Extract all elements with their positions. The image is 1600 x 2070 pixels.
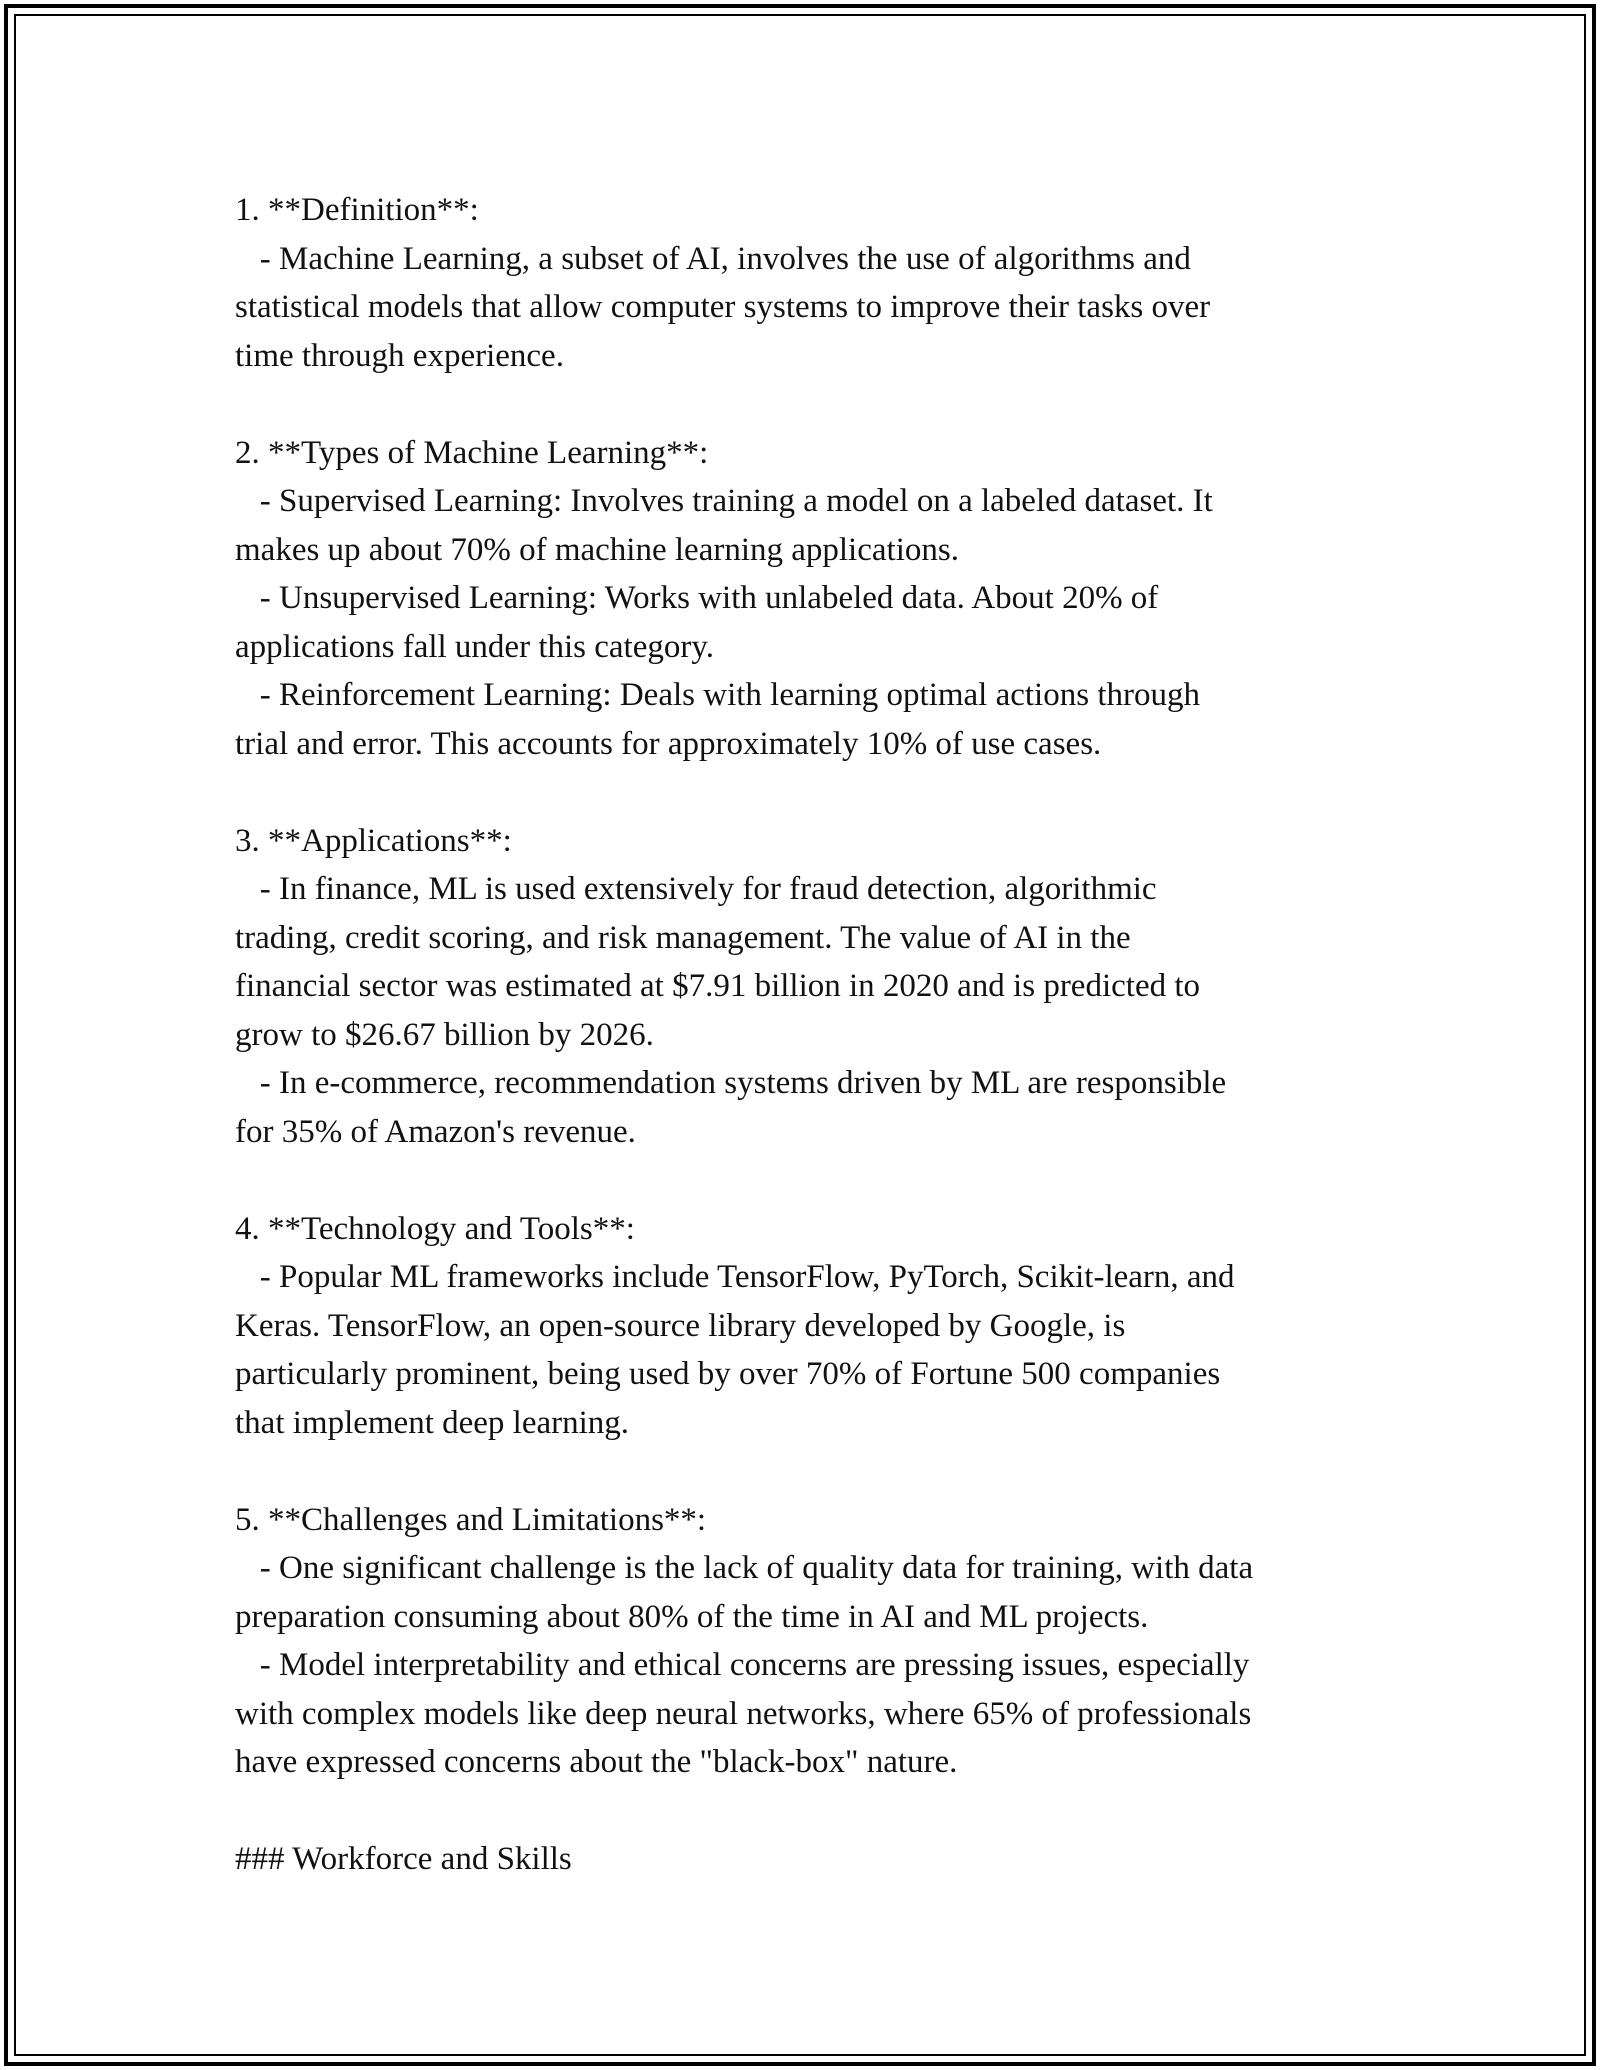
section-types <box>235 429 1385 769</box>
text-line: - Popular ML frameworks include TensorFlow, PyTorch, Scikit-learn, and <box>235 1259 1235 1295</box>
paragraph-spacer <box>235 380 1385 429</box>
text-line: that implement deep learning. <box>235 1404 630 1441</box>
section-heading: 1. **Definition**: <box>235 192 479 228</box>
section-heading: 4. **Technology and Tools**: <box>235 1210 635 1247</box>
section-heading: 3. **Applications**: <box>235 822 512 859</box>
paragraph-spacer <box>235 768 1385 817</box>
paragraph-spacer <box>235 1156 1385 1205</box>
text-line: - In e-commerce, recommendation systems driven by ML are responsible <box>235 1065 1227 1101</box>
text-line: statistical models that allow computer systems to improve their tasks over <box>235 289 1211 325</box>
text-line: time through experience. <box>235 337 564 374</box>
text-line: for 35% of Amazon's revenue. <box>235 1113 636 1150</box>
text-line: - In finance, ML is used extensively for fraud detection, algorithmic <box>235 871 1157 907</box>
paragraph-spacer <box>235 1447 1385 1496</box>
text-line: grow to $26.67 billion by 2026. <box>235 1016 654 1053</box>
section-heading: 2. **Types of Machine Learning**: <box>235 434 709 471</box>
section-challenges <box>235 1496 1385 1787</box>
text-line: - Reinforcement Learning: Deals with learning optimal actions through <box>235 677 1200 713</box>
text-line: applications fall under this category. <box>235 628 714 665</box>
text-line: with complex models like deep neural networks, where 65% of professionals <box>235 1695 1252 1732</box>
text-line: trial and error. This accounts for approximately 10% of use cases. <box>235 725 1102 762</box>
text-line: particularly prominent, being used by over 70% of Fortune 500 companies <box>235 1356 1221 1392</box>
text-line: - Unsupervised Learning: Works with unlabeled data. About 20% of <box>235 580 1159 616</box>
section-applications <box>235 817 1385 1157</box>
text-line: makes up about 70% of machine learning applications. <box>235 531 959 568</box>
text-line: - Machine Learning, a subset of AI, involves the use of algorithms and <box>235 240 1191 277</box>
document-body <box>235 186 1385 1884</box>
text-line: - Model interpretability and ethical concerns are pressing issues, especially <box>235 1647 1250 1683</box>
workforce-heading: ### Workforce and Skills <box>235 1841 572 1877</box>
section-heading: 5. **Challenges and Limitations**: <box>235 1501 707 1538</box>
text-line: - One significant challenge is the lack of quality data for training, with data <box>235 1550 1254 1586</box>
text-line: trading, credit scoring, and risk management. The value of AI in the <box>235 919 1131 956</box>
text-line: - Supervised Learning: Involves training a model on a labeled dataset. It <box>235 483 1213 519</box>
text-line: preparation consuming about 80% of the time in AI and ML projects. <box>235 1598 1149 1635</box>
text-line: Keras. TensorFlow, an open-source library developed by Google, is <box>235 1307 1126 1344</box>
text-line: have expressed concerns about the "black-box" nature. <box>235 1744 958 1780</box>
paragraph-spacer <box>235 1787 1385 1836</box>
section-technology <box>235 1205 1385 1448</box>
section-definition <box>235 186 1385 380</box>
text-line: financial sector was estimated at $7.91 billion in 2020 and is predicted to <box>235 968 1201 1004</box>
